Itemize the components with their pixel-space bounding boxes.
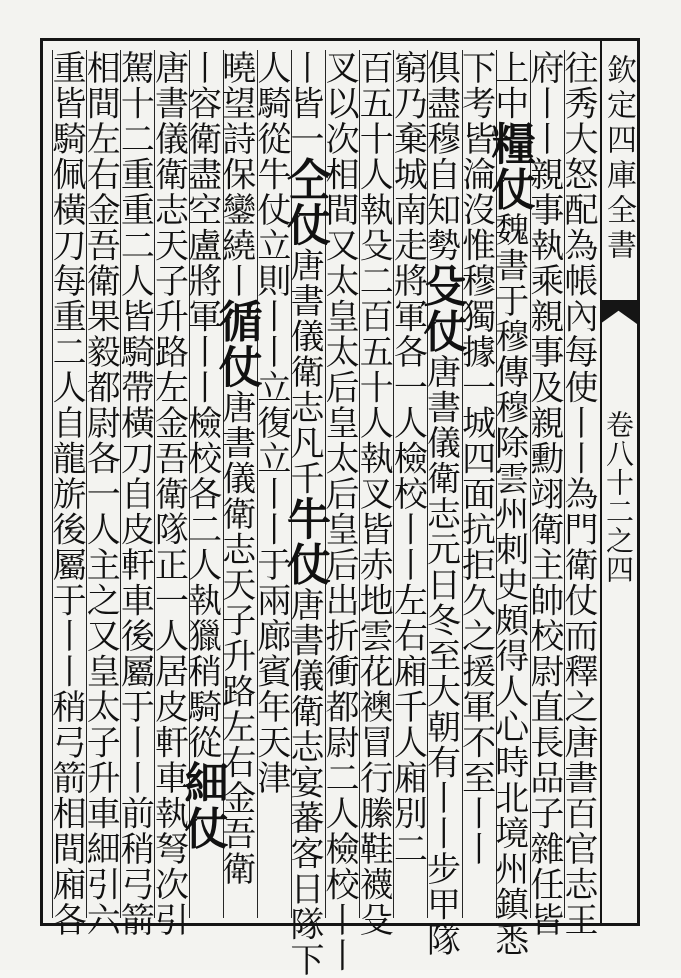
entry-heading: 殳仗 bbox=[415, 263, 467, 354]
column-text: 下考皆淪沒惟穆獨據一城四面抗拒久之援軍不至丨丨 bbox=[455, 50, 496, 867]
column-text: 唐書儀衛志天子升路左金吾衛隊正一人居皮軒車執弩次引 bbox=[148, 50, 189, 938]
column-text: 人騎從牛仗立則丨丨立復立丨丨于兩廊賓年天津 bbox=[250, 50, 291, 796]
text-column bbox=[387, 50, 428, 918]
text-column bbox=[148, 50, 189, 938]
entry-heading: 仝仗 bbox=[279, 156, 330, 248]
text-column bbox=[279, 50, 330, 978]
entry-heading: 循仗 bbox=[210, 298, 262, 390]
text-column bbox=[353, 50, 394, 938]
column-text: 唐書儀衛志凡千 bbox=[284, 247, 324, 496]
book-title: 欽定四庫全書 bbox=[601, 54, 636, 264]
text-columns bbox=[46, 50, 598, 978]
column-text: 相間左右金吾衛果毅都尉各一人主之又皇太子升車細引六 bbox=[80, 50, 121, 938]
column-text: 往秀大怒配為帳內每使丨丨為門衛仗而釋之唐書百官志王 bbox=[558, 50, 598, 938]
volume-label: 卷八十二之四 bbox=[602, 410, 635, 584]
text-column bbox=[558, 50, 599, 938]
column-text: 叉以次相間又太皇太后皇太后皇后出折衝都尉二人檢校丨丨 bbox=[319, 50, 360, 973]
column-text: 唐書儀衛志宴蕃客日隊下 bbox=[284, 587, 324, 978]
text-column bbox=[455, 50, 497, 918]
column-text: 丨容衛盡空盧將軍丨丨檢校各二人執獵稍騎從 bbox=[181, 50, 222, 760]
text-column bbox=[46, 50, 87, 938]
text-column bbox=[415, 50, 467, 958]
text-column bbox=[250, 50, 292, 918]
column-text: 駕十二重重二人皆騎帶橫刀自皮軒車後屬于丨丨前稍弓箭 bbox=[114, 50, 155, 938]
column-text: 重皆騎佩橫刀每重二人自龍旂後屬于丨丨稍弓箭相間廂各 bbox=[46, 50, 87, 938]
column-text: 唐書儀衛志天子升路左右金吾衛 bbox=[215, 389, 256, 887]
column-text: 曉望詩保鑾繞丨 bbox=[215, 50, 256, 299]
entry-heading: 細仗 bbox=[176, 760, 228, 851]
column-text: 魏書于穆傳穆除雲州刺史頗得人心時北境州鎮悉 bbox=[488, 212, 529, 958]
text-column bbox=[483, 50, 535, 958]
text-column bbox=[176, 50, 228, 918]
column-text: 俱盡穆自知勢 bbox=[420, 50, 461, 263]
text-column bbox=[114, 50, 155, 938]
column-text: 丨皆一 bbox=[284, 50, 324, 157]
entry-heading: 牛仗 bbox=[279, 496, 330, 587]
column-text: 百五十人執殳二百五十人執叉皆赤地雲花襖冒行縢鞋襪殳 bbox=[353, 50, 394, 938]
text-column bbox=[80, 50, 121, 938]
column-text: 上中 bbox=[488, 50, 529, 121]
text-column bbox=[523, 50, 565, 938]
column-text: 府丨丨親事執乘親事及親勳翊衛主帥校尉直長品子雜任皆 bbox=[523, 50, 564, 938]
text-column bbox=[319, 50, 360, 973]
column-text: 窮乃棄城南走將軍各一人檢校丨丨左右廂千人廂別二 bbox=[387, 50, 428, 867]
column-text: 唐書儀衛志元日冬至大朝有丨丨步甲隊 bbox=[420, 354, 461, 958]
entry-heading: 糧仗 bbox=[483, 121, 535, 212]
